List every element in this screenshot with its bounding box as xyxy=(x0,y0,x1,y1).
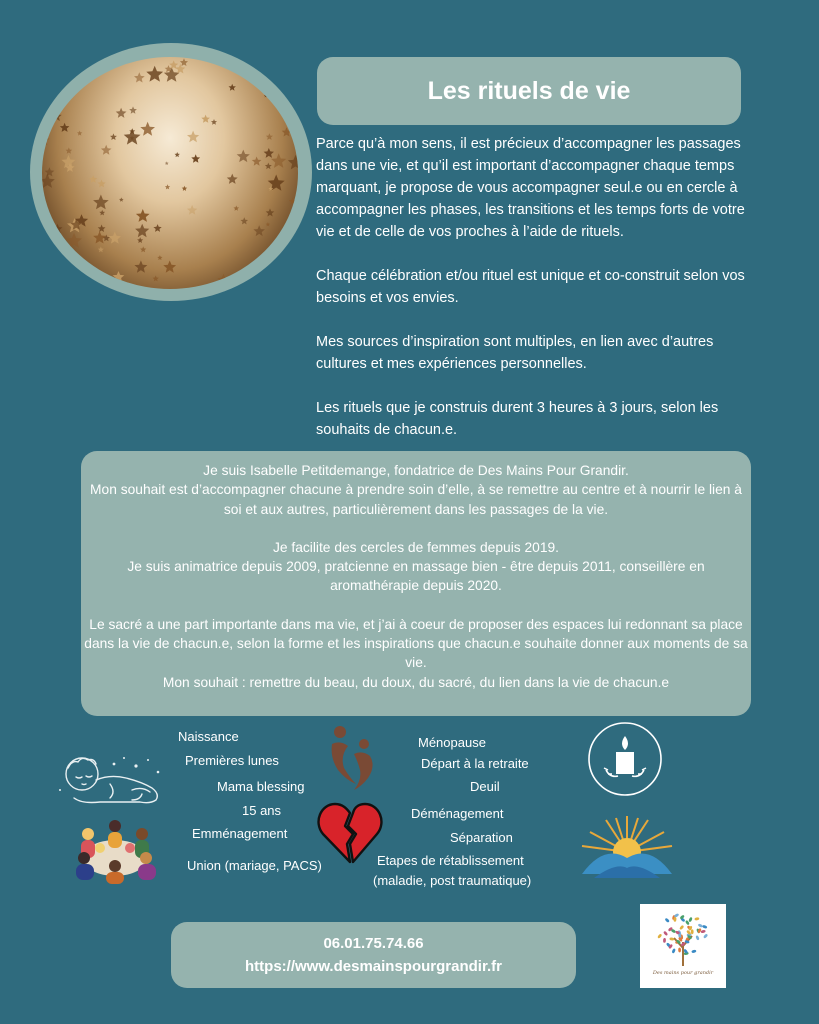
star-shape xyxy=(229,84,236,91)
sleeping-baby-icon xyxy=(52,750,172,808)
falling-stars-image xyxy=(42,57,298,289)
bio-line: Je facilite des cercles de femmes depuis 2019. xyxy=(272,539,560,555)
star-shape xyxy=(93,195,109,210)
tree-leaf xyxy=(657,933,662,938)
tree-leaf xyxy=(691,929,694,934)
star-shape xyxy=(134,72,145,82)
star-shape xyxy=(129,106,137,113)
star-shape xyxy=(119,197,124,201)
star-shape xyxy=(175,64,185,73)
phone-number[interactable]: 06.01.75.74.66 xyxy=(323,935,424,952)
tree-leaf xyxy=(679,925,684,930)
star-shape xyxy=(98,225,106,233)
star-shape xyxy=(140,246,146,252)
tree-leaf xyxy=(703,933,708,938)
intro-paragraph: Chaque célébration et/ou rituel est unique et co-construit selon vos besoins et vos envies. xyxy=(316,268,745,306)
star-shape xyxy=(89,175,97,183)
star-shape xyxy=(165,161,169,165)
star-shape xyxy=(187,205,197,215)
star-shape xyxy=(211,119,217,125)
star-shape xyxy=(187,131,199,143)
star-shape xyxy=(264,148,274,158)
star-shape xyxy=(134,260,147,272)
star-shape xyxy=(124,129,141,145)
star-shape xyxy=(116,108,127,118)
star-shape xyxy=(234,206,240,211)
star-shape xyxy=(153,224,161,232)
intro-paragraph: Les rituels que je construis durent 3 heures à 3 jours, selon les souhaits de chacun.e. xyxy=(316,400,719,438)
tree-leaf xyxy=(698,923,704,928)
star-shape xyxy=(137,237,143,243)
star-shape xyxy=(45,167,55,176)
star-shape xyxy=(60,123,70,132)
tree-leaf xyxy=(664,918,669,923)
star-shape xyxy=(101,145,112,155)
website-link[interactable]: https://www.desmainspourgrandir.fr xyxy=(245,958,502,975)
star-shape xyxy=(288,155,298,170)
star-shape xyxy=(271,153,286,168)
intro-paragraph: Mes sources d’inspiration sont multiples, en lien avec d’autres cultures et mes expériences personnelles. xyxy=(316,334,714,372)
star-shape xyxy=(279,73,288,81)
star-shape xyxy=(103,235,110,242)
bio-line: Je suis Isabelle Petitdemange, fondatrice de Des Mains Pour Grandir. xyxy=(203,463,629,478)
star-shape xyxy=(93,231,106,243)
star-shape xyxy=(180,58,188,66)
intro-paragraph: Parce qu’à mon sens, il est précieux d’accompagner les passages dans une vie, et qu’il est important d’accompagner chaque temps marquant, je propose de vous accompagner seul.e ou en cercle à accompagner les phases, les transitions et les temps forts de votre vie et de celle de vos proches à l’aide de rituels. xyxy=(316,136,745,240)
intro-text xyxy=(316,133,756,463)
ritual-item: Déménagement xyxy=(411,806,504,821)
star-shape xyxy=(60,63,69,72)
ritual-item: Emménagement xyxy=(192,826,288,841)
star-shape xyxy=(165,184,170,189)
ritual-item: (maladie, post traumatique) xyxy=(373,873,532,888)
tree-leaf xyxy=(672,948,676,953)
bio-paragraph xyxy=(81,538,751,596)
star-shape xyxy=(241,217,249,224)
star-shape xyxy=(140,122,155,136)
contact-panel xyxy=(171,922,576,988)
broken-heart-icon xyxy=(317,800,383,866)
star-shape xyxy=(266,133,273,140)
star-shape xyxy=(182,186,188,191)
tree-leaf xyxy=(691,949,696,953)
star-shape xyxy=(136,209,150,222)
star-shape xyxy=(157,255,162,260)
star-shape xyxy=(77,131,82,136)
star-shape xyxy=(97,180,105,188)
title-banner xyxy=(317,57,741,125)
logo-text: Des mains pour grandir xyxy=(652,970,714,976)
tree-leaf xyxy=(688,917,693,923)
star-shape xyxy=(110,133,117,140)
star-shape xyxy=(252,157,262,166)
star-shape xyxy=(60,70,66,76)
star-shape xyxy=(282,264,297,279)
star-shape xyxy=(42,174,55,188)
ritual-item: Etapes de rétablissement xyxy=(377,853,524,868)
star-shape xyxy=(164,67,180,82)
bio-line: Mon souhait : remettre du beau, du doux, du sacré, du lien dans la vie de chacun.e xyxy=(162,674,670,690)
candle-icon xyxy=(586,720,664,798)
star-shape xyxy=(99,210,105,216)
sunrise-hands-icon xyxy=(576,812,678,884)
bio-line: Le sacré a une part importante dans ma vie, et j’ai à coeur de proposer des espaces lui redonnant sa place dans la vie de chacun.e, selon la forme et les inspirations que chacun.e souhaite donner aux moments de sa vie. xyxy=(84,616,748,671)
bio-text xyxy=(81,461,751,692)
ritual-item: Deuil xyxy=(470,779,500,794)
tree-leaf xyxy=(663,931,668,936)
star-shape xyxy=(175,152,180,157)
bio-line: Je suis animatrice depuis 2009, pratcienne en massage bien - être depuis 2011, conseillère en aromathérapie depuis 2020. xyxy=(127,559,705,594)
stars-photo xyxy=(42,57,298,289)
star-shape xyxy=(227,174,238,184)
ritual-item: Départ à la retraite xyxy=(421,756,529,771)
tree-logo-icon xyxy=(640,904,726,970)
bio-paragraph xyxy=(81,461,751,519)
star-shape xyxy=(163,261,176,273)
family-heart-icon xyxy=(328,722,380,792)
ritual-item: Mama blessing xyxy=(217,779,305,794)
women-circle-icon xyxy=(70,818,160,884)
ritual-item: Séparation xyxy=(450,830,513,845)
tree-leaf xyxy=(695,935,699,941)
tree-leaf xyxy=(663,938,666,943)
logo xyxy=(640,904,726,988)
tree-leaf xyxy=(669,937,674,940)
ritual-item: 15 ans xyxy=(242,803,282,818)
ritual-item: Union (mariage, PACS) xyxy=(187,858,322,873)
bio-paragraph xyxy=(81,615,751,692)
star-shape xyxy=(191,154,200,162)
bio-line: Mon souhait est d’accompagner chacune à prendre soin d’elle, à se remettre au centre et à nourrir le lien à soi et aux autres, particulièrement dans les passages de la vie. xyxy=(90,482,742,517)
tree-leaf xyxy=(694,917,699,921)
star-shape xyxy=(254,225,265,236)
star-shape xyxy=(265,163,272,170)
star-shape xyxy=(266,208,275,216)
ritual-item: Naissance xyxy=(178,729,239,744)
star-shape xyxy=(237,150,250,163)
star-shape xyxy=(66,147,73,153)
ritual-item: Premières lunes xyxy=(185,753,279,768)
star-shape xyxy=(109,232,122,244)
star-shape xyxy=(135,224,149,238)
star-shape xyxy=(78,57,90,62)
star-shape xyxy=(153,275,159,281)
tree-leaf xyxy=(701,930,706,934)
star-shape xyxy=(266,222,270,226)
tree-leaf xyxy=(678,948,681,953)
ritual-item: Ménopause xyxy=(418,735,486,750)
tree-leaf xyxy=(702,925,707,929)
star-shape xyxy=(146,66,163,82)
star-shape xyxy=(201,115,210,123)
star-shape xyxy=(98,247,104,253)
page-title: Les rituels de vie xyxy=(427,76,631,105)
